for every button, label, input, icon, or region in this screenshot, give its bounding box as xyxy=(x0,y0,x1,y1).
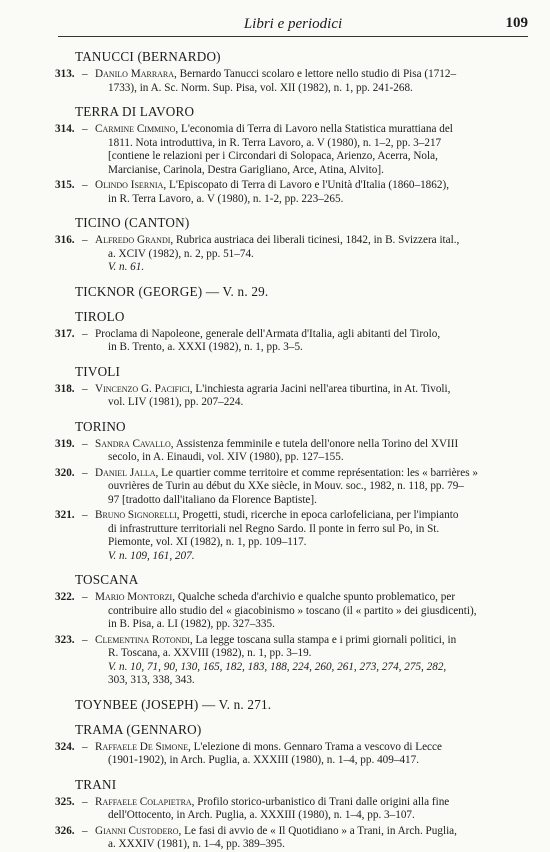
entry-text: (1901-1902), in Arch. Puglia, a. XXXIII (1980), n. 1–4, pp. 409–417. xyxy=(108,754,420,766)
entry-number: 324. xyxy=(55,740,75,753)
entry-author: Carmine Cimmino, xyxy=(95,123,179,135)
entry-line xyxy=(95,234,498,248)
entry-dash: – xyxy=(82,437,88,450)
entry-text: 303, 313, 338, 343. xyxy=(108,674,195,686)
page-number: 109 xyxy=(505,15,528,31)
entry-text: Rubrica austriaca dei liberali ticinesi, 1842, in B. Svizzera ital., xyxy=(176,234,460,246)
section-heading: TORINO xyxy=(75,418,126,434)
entry-number: 318. xyxy=(55,382,75,395)
entry-text: R. Toscana, a. XXVIII (1982), n. 1, pp. 3–19. xyxy=(108,647,312,659)
entry-text: Piemonte, vol. XI (1982), n. 1, pp. 109–117. xyxy=(108,536,307,548)
entry-line xyxy=(95,68,498,82)
entry-dash: – xyxy=(82,509,88,521)
entry-author: Sandra Cavallo, xyxy=(95,437,174,450)
bibliography-entry xyxy=(0,123,498,177)
entry-line xyxy=(95,523,498,537)
entry-dash: – xyxy=(82,123,88,135)
entry-number: 313. xyxy=(55,68,75,80)
entry-dash: – xyxy=(82,633,88,646)
entry-line xyxy=(95,383,498,397)
entry-line xyxy=(95,809,498,823)
entry-dash: – xyxy=(82,795,88,808)
entry-text: ouvrières de Turin au début du XXe siècle, in Mouv. soc., 1982, n. 118, pp. 79– xyxy=(108,480,464,492)
entry-number: 323. xyxy=(55,633,75,646)
entry-dash: – xyxy=(82,740,88,753)
entry-line xyxy=(95,248,498,262)
bibliography-entry xyxy=(0,741,498,768)
entry-line xyxy=(95,741,498,755)
entry-line xyxy=(95,123,498,137)
entry-text: Assistenza femminile e tutela dell'onore nella Torino del XVIII xyxy=(175,437,459,450)
entry-line xyxy=(95,164,498,178)
entry-text: dell'Ottocento, in Arch. Puglia, a. XXXIII (1980), n. 1–4, pp. 3–107. xyxy=(108,809,415,821)
entry-line xyxy=(95,674,498,688)
section-heading: TOYNBEE (JOSEPH) — V. n. 271. xyxy=(75,696,272,712)
entry-line xyxy=(95,825,498,839)
entry-text: secolo, in A. Einaudi, vol. XIV (1980), pp. 127–155. xyxy=(108,451,344,463)
entry-line xyxy=(95,261,498,275)
section-heading: TIROLO xyxy=(75,308,125,324)
entry-line xyxy=(95,536,498,550)
bibliography-entry xyxy=(0,634,498,688)
section-heading: TERRA DI LAVORO xyxy=(75,104,195,119)
entry-number: 326. xyxy=(55,824,75,837)
entry-text: contribuire allo studio del « giacobinismo » toscano (il « partito » dei giusdicenti), xyxy=(108,604,477,617)
entry-text: L'Episcopato di Terra di Lavoro e l'Unità d'Italia (1860–1862), xyxy=(168,179,449,191)
entry-text: V. n. 109, 161, 207. xyxy=(108,549,195,562)
entry-author: Raffaele De Simone, xyxy=(95,740,191,753)
bibliography-entry xyxy=(0,509,498,563)
entry-number: 316. xyxy=(55,234,75,246)
entry-number: 319. xyxy=(55,437,75,450)
bibliography-list xyxy=(0,49,550,852)
entry-author: Olindo Isernia, xyxy=(95,179,167,191)
section-heading: TRANI xyxy=(75,776,117,792)
entry-line xyxy=(95,328,498,342)
entry-text: L'inchiesta agraria Jacini nell'area tiburtina, in At. Tivoli, xyxy=(195,382,451,395)
entry-text: L'elezione di mons. Gennaro Trama a vescovo di Lecce xyxy=(193,740,442,753)
entry-number: 317. xyxy=(55,327,75,340)
bibliography-entry xyxy=(0,234,498,275)
entry-number: 322. xyxy=(55,591,75,603)
bibliography-entry xyxy=(0,825,498,852)
section-heading: TICINO (CANTON) xyxy=(75,215,190,230)
bibliography-entry xyxy=(0,467,498,508)
running-header xyxy=(58,14,528,36)
entry-dash: – xyxy=(82,68,88,80)
entry-text: La legge toscana sulla stampa e i primi giornali politici, in xyxy=(195,633,457,646)
entry-dash: – xyxy=(82,382,88,395)
entry-text: a. XXXIV (1981), n. 1–4, pp. 389–395. xyxy=(108,838,285,850)
entry-author: Raffaele Colapietra, xyxy=(95,795,195,808)
bibliography-entry xyxy=(0,438,498,465)
bibliography-entry xyxy=(0,68,498,95)
entry-author: Clementina Rotondi, xyxy=(95,633,193,646)
entry-line xyxy=(95,82,498,96)
entry-text: 1733), in A. Sc. Norm. Sup. Pisa, vol. XII (1982), n. 1, pp. 241-268. xyxy=(108,81,413,94)
entry-author: Alfredo Grandi, xyxy=(95,234,174,246)
entry-line xyxy=(95,754,498,768)
running-title: Libri e periodici xyxy=(243,16,343,32)
entry-dash: – xyxy=(82,179,88,191)
entry-line xyxy=(95,438,498,452)
entry-text: L'economia di Terra di Lavoro nella Statistica murattiana del xyxy=(180,123,453,135)
entry-line xyxy=(95,661,498,675)
entry-text: Progetti, studi, ricerche in epoca carlofeliciana, per l'impianto xyxy=(182,509,459,521)
entry-author: Bruno Signorelli, xyxy=(95,509,180,521)
entry-text: Le quartier comme territoire et comme représentation: les « barrières » xyxy=(161,466,478,479)
entry-text: Profilo storico-urbanistico di Trani dalle origini alla fine xyxy=(197,795,450,808)
entry-author: Danilo Marrara, xyxy=(95,68,177,80)
entry-line xyxy=(95,480,498,494)
entry-text: Qualche scheda d'archivio e qualche spunto problematico, per xyxy=(177,591,456,603)
section-heading: TOSCANA xyxy=(75,572,139,587)
bibliography-entry xyxy=(0,328,498,355)
entry-text: in R. Terra Lavoro, a. V (1980), n. 1-2, pp. 223–265. xyxy=(108,192,344,205)
entry-line xyxy=(95,618,498,632)
entry-line xyxy=(95,634,498,648)
entry-text: in B. Pisa, a. LI (1982), pp. 327–335. xyxy=(108,618,275,630)
section-heading: TICKNOR (GEORGE) — V. n. 29. xyxy=(75,283,269,299)
entry-number: 314. xyxy=(55,123,75,135)
bibliography-entry xyxy=(0,179,498,206)
entry-dash: – xyxy=(82,327,88,340)
entry-line xyxy=(95,396,498,410)
entry-line xyxy=(95,796,498,810)
entry-number: 315. xyxy=(55,179,75,191)
entry-author: Mario Montorzi, xyxy=(95,591,176,603)
entry-author: Gianni Custodero, xyxy=(95,824,182,837)
entry-text: Le fasi di avvio de « Il Quotidiano » a Trani, in Arch. Puglia, xyxy=(184,824,457,837)
entry-text: [contiene le relazioni per i Circondari di Solopaca, Arienzo, Acerra, Nola, xyxy=(108,150,438,162)
entry-dash: – xyxy=(82,591,88,603)
entry-text: V. n. 61. xyxy=(108,261,145,273)
entry-text: 97 [tradotto dall'italiano da Florence Baptiste]. xyxy=(108,493,317,506)
entry-author: Daniel Jalla, xyxy=(95,466,159,479)
entry-line xyxy=(95,494,498,508)
entry-line xyxy=(95,647,498,661)
entry-line xyxy=(95,137,498,151)
header-rule xyxy=(58,36,528,37)
entry-line xyxy=(95,838,498,852)
entry-line xyxy=(95,193,498,207)
section-heading: TIVOLI xyxy=(75,363,121,379)
entry-number: 320. xyxy=(55,466,75,479)
entry-number: 325. xyxy=(55,795,75,808)
entry-text: vol. LIV (1981), pp. 207–224. xyxy=(108,396,244,408)
section-heading: TRAMA (GENNARO) xyxy=(75,721,202,737)
entry-line xyxy=(95,591,498,605)
entry-text: V. n. 10, 71, 90, 130, 165, 182, 183, 188, 224, 260, 261, 273, 274, 275, 282, xyxy=(108,660,447,673)
entry-text: 1811. Nota introduttiva, in R. Terra Lavoro, a. V (1980), n. 1–2, pp. 3–217 xyxy=(108,136,442,149)
bibliography-entry xyxy=(0,591,498,632)
entry-text: Bernardo Tanucci scolaro e lettore nello studio di Pisa (1712– xyxy=(179,68,457,80)
entry-line xyxy=(95,179,498,193)
entry-dash: – xyxy=(82,234,88,246)
entry-line xyxy=(95,341,498,355)
entry-text: Marcianise, Carinola, Destra Garigliano, Arce, Atina, Alvito]. xyxy=(108,163,384,176)
entry-dash: – xyxy=(82,466,88,479)
entry-line xyxy=(95,605,498,619)
section-heading: TANUCCI (BERNARDO) xyxy=(75,49,221,64)
entry-line xyxy=(95,550,498,564)
entry-number: 321. xyxy=(55,509,75,521)
entry-line xyxy=(95,451,498,465)
entry-line xyxy=(95,467,498,481)
entry-author: Vincenzo G. Pacifici, xyxy=(95,382,193,395)
entry-text: di infrastrutture territoriali nel Regno Sardo. Il ponte in ferro sul Po, in St. xyxy=(108,522,440,535)
entry-text: Proclama di Napoleone, generale dell'Armata d'Italia, agli abitanti del Tirolo, xyxy=(95,327,441,340)
entry-line xyxy=(95,150,498,164)
bibliography-entry xyxy=(0,796,498,823)
entry-dash: – xyxy=(82,824,88,837)
entry-text: a. XCIV (1982), n. 2, pp. 51–74. xyxy=(108,247,254,260)
entry-line xyxy=(95,509,498,523)
entry-text: in B. Trento, a. XXXI (1982), n. 1, pp. 3–5. xyxy=(108,341,303,353)
bibliography-entry xyxy=(0,383,498,410)
